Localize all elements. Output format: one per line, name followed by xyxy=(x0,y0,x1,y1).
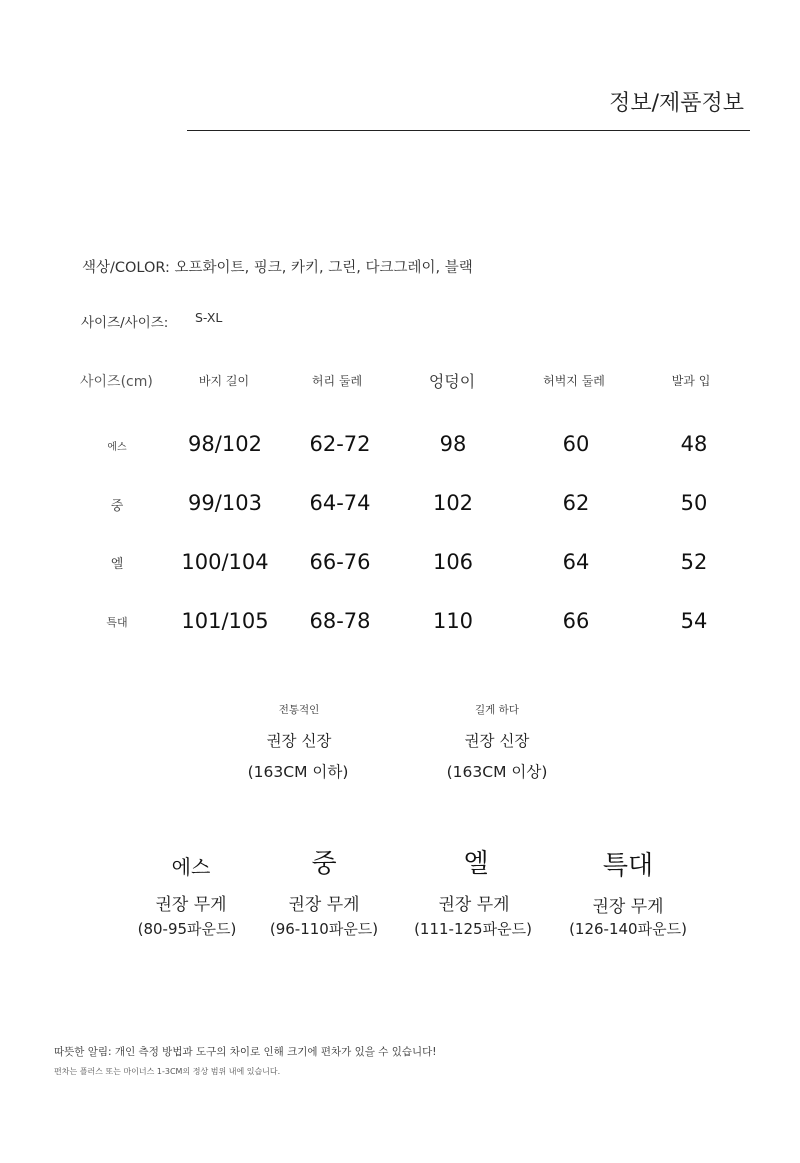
recommended-height-range: (163CM 이상) xyxy=(446,763,548,781)
weight-size-xl: 특대 xyxy=(602,851,654,881)
table-cell: 100/104 xyxy=(181,550,269,574)
table-header-length: 바지 길이 xyxy=(198,374,250,388)
fit-type-regular: 전통적인 xyxy=(278,704,320,716)
table-header-waist: 허리 둘레 xyxy=(311,374,363,388)
table-header-size: 사이즈(cm) xyxy=(80,374,153,390)
table-cell: 60 xyxy=(562,432,590,456)
table-cell: 106 xyxy=(432,550,474,574)
size-info-label: 사이즈/사이즈: xyxy=(81,315,169,331)
weight-size-m: 중 xyxy=(311,849,337,879)
notice-line-1: 따뜻한 알림: 개인 측정 방법과 도구의 차이로 인해 크기에 편차가 있을 수 있습니다! xyxy=(54,1046,437,1058)
table-cell: 50 xyxy=(680,491,708,515)
table-cell: 98/102 xyxy=(188,432,262,456)
notice-line-2: 편차는 플러스 또는 마이너스 1-3CM의 정상 범위 내에 있습니다. xyxy=(54,1067,281,1076)
page-title: 정보/제품정보 xyxy=(609,91,744,116)
table-cell: 54 xyxy=(680,609,708,633)
weight-label: 권장 무게 xyxy=(438,895,510,915)
table-cell: 48 xyxy=(680,432,708,456)
weight-label: 권장 무게 xyxy=(592,897,664,917)
fit-type-long: 길게 하다 xyxy=(475,704,519,716)
weight-range: (111-125파운드) xyxy=(414,920,532,938)
weight-label: 권장 무게 xyxy=(288,895,360,915)
recommended-height-label: 권장 신장 xyxy=(266,732,332,750)
weight-range: (80-95파운드) xyxy=(137,920,237,938)
weight-range: (126-140파운드) xyxy=(569,920,687,938)
row-label-s: 에스 xyxy=(107,442,127,453)
table-header-thigh: 허벅지 둘레 xyxy=(543,374,605,388)
header-divider xyxy=(187,130,750,131)
table-cell: 98 xyxy=(439,432,467,456)
weight-label: 권장 무게 xyxy=(155,895,227,915)
recommended-height-range: (163CM 이하) xyxy=(247,763,349,781)
table-cell: 62 xyxy=(562,491,590,515)
table-cell: 68-78 xyxy=(309,609,371,633)
table-header-hem: 발과 입 xyxy=(671,374,711,388)
row-label-l: 엘 xyxy=(110,557,124,572)
color-info: 색상/COLOR: 오프화이트, 핑크, 카키, 그린, 다크그레이, 블랙 xyxy=(82,260,473,276)
weight-size-l: 엘 xyxy=(463,849,489,879)
table-cell: 64 xyxy=(562,550,590,574)
row-label-m: 중 xyxy=(110,499,124,514)
weight-size-s: 에스 xyxy=(171,855,211,879)
size-info-value: S-XL xyxy=(195,310,223,325)
row-label-xl: 특대 xyxy=(106,616,128,629)
table-cell: 101/105 xyxy=(181,609,269,633)
weight-range: (96-110파운드) xyxy=(269,920,379,938)
table-cell: 62-72 xyxy=(309,432,371,456)
recommended-height-label: 권장 신장 xyxy=(464,732,530,750)
table-cell: 102 xyxy=(432,491,474,515)
table-cell: 66-76 xyxy=(309,550,371,574)
table-cell: 110 xyxy=(432,609,474,633)
table-cell: 99/103 xyxy=(188,491,262,515)
table-cell: 66 xyxy=(562,609,590,633)
table-cell: 52 xyxy=(680,550,708,574)
table-header-hip: 엉덩이 xyxy=(428,372,476,391)
table-cell: 64-74 xyxy=(309,491,371,515)
